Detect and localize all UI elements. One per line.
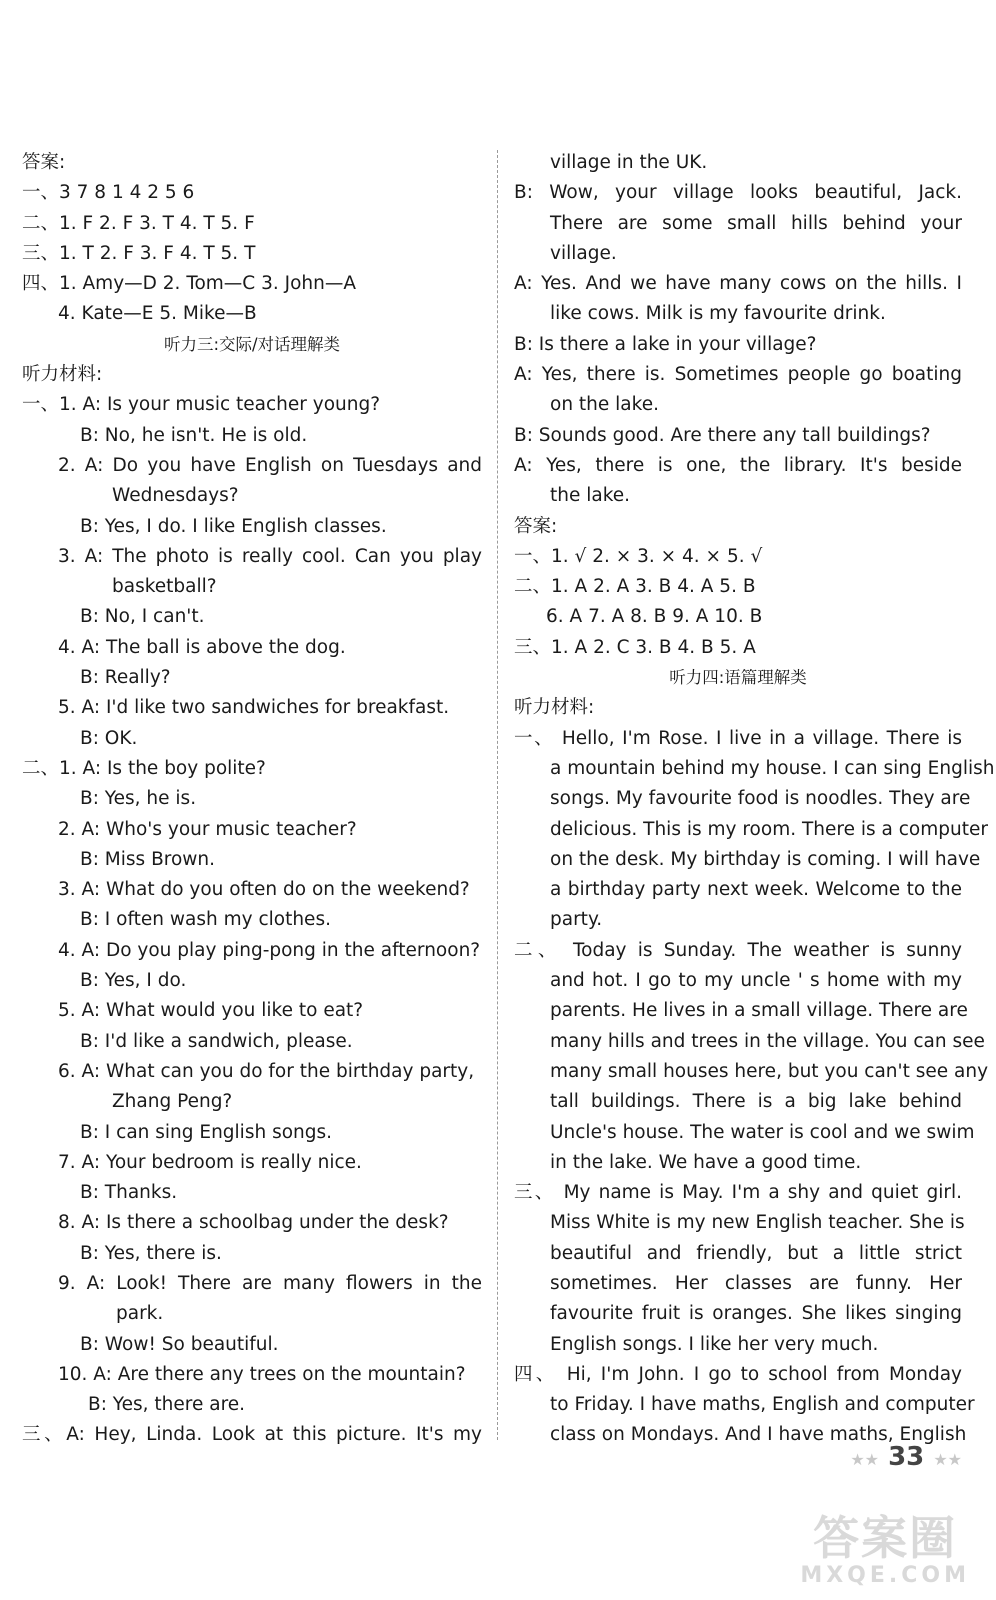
left-text-line: B: Yes, there are. <box>88 1394 246 1416</box>
right-text-line: village. <box>550 242 617 264</box>
left-text-line: 2. A: Who's your music teacher? <box>58 818 357 840</box>
left-text-line: 10. A: Are there any trees on the mountain? <box>58 1363 466 1385</box>
right-text-line: 二、 Today is Sunday. The weather is sunny <box>514 939 962 961</box>
right-text-line: B: Wow, your village looks beautiful, Jack. <box>514 182 962 204</box>
right-text-line: many hills and trees in the village. You can see <box>550 1030 985 1052</box>
right-text-line: beautiful and friendly, but a little strict <box>550 1242 962 1264</box>
left-text-line: 三、1. T 2. F 3. F 4. T 5. T <box>22 242 256 264</box>
right-text-line: sometimes. Her classes are funny. Her <box>550 1272 962 1294</box>
left-text-line: B: Miss Brown. <box>80 848 216 870</box>
left-text-line: 听力材料: <box>22 364 103 386</box>
right-text-line: 二、1. A 2. A 3. B 4. A 5. B <box>514 576 756 598</box>
right-text-line: 三、1. A 2. C 3. B 4. B 5. A <box>514 636 756 658</box>
watermark-url: MXQE.COM <box>800 1562 970 1588</box>
left-text-line: 听力三:交际/对话理解类 <box>163 334 341 354</box>
right-text-line: A: Yes, there is one, the library. It's beside <box>514 454 962 476</box>
left-text-line: park. <box>116 1303 164 1325</box>
right-text-line: on the lake. <box>550 394 659 416</box>
right-text-line: 听力四:语篇理解类 <box>669 668 807 688</box>
left-text-line: 一、3 7 8 1 4 2 5 6 <box>22 182 195 204</box>
right-text-line: the lake. <box>550 485 631 507</box>
left-text-line: B: Really? <box>80 667 171 689</box>
left-text-line: B: I often wash my clothes. <box>80 909 331 931</box>
left-text-line: 二、1. A: Is the boy polite? <box>22 757 266 779</box>
left-text-line: B: OK. <box>80 727 138 749</box>
star-icon: ★★ <box>850 1450 879 1469</box>
left-text-line: B: Thanks. <box>80 1182 178 1204</box>
right-column <box>514 148 995 1451</box>
right-text-line: A: Yes. And we have many cows on the hills. I <box>514 273 962 295</box>
left-text-line: Wednesdays? <box>112 485 239 507</box>
left-text-line: 2. A: Do you have English on Tuesdays and <box>58 454 482 476</box>
right-text-line: to Friday. I have maths, English and computer <box>550 1394 975 1416</box>
left-text-line: Zhang Peng? <box>112 1091 233 1113</box>
right-text-line: 6. A 7. A 8. B 9. A 10. B <box>546 606 763 628</box>
left-text-line: 一、1. A: Is your music teacher young? <box>22 394 381 416</box>
right-text-line: in the lake. We have a good time. <box>550 1151 862 1173</box>
right-text-line: songs. My favourite food is noodles. They are <box>550 788 971 810</box>
right-text-line: many small houses here, but you can't see any <box>550 1060 989 1082</box>
left-text-line: B: Yes, I do. <box>80 970 187 992</box>
right-text-line: parents. He lives in a small village. There are <box>550 1000 968 1022</box>
left-text-line: 四、1. Amy—D 2. Tom—C 3. John—A <box>22 273 357 295</box>
left-text-line: B: I'd like a sandwich, please. <box>80 1030 353 1052</box>
right-text-line: 一、 Hello, I'm Rose. I live in a village. There is <box>514 727 962 749</box>
right-text-line: on the desk. My birthday is coming. I will have <box>550 848 981 870</box>
right-text-line: village in the UK. <box>550 152 708 173</box>
left-text-line: B: Wow! So beautiful. <box>80 1333 279 1355</box>
left-column <box>22 148 482 1451</box>
right-text-line: favourite fruit is oranges. She likes singing <box>550 1303 962 1325</box>
left-text-line: 7. A: Your bedroom is really nice. <box>58 1151 362 1173</box>
page-number: 33 <box>888 1442 925 1472</box>
right-text-line: A: Yes, there is. Sometimes people go boating <box>514 364 962 386</box>
left-text-line: B: No, I can't. <box>80 606 205 628</box>
right-text-line: a birthday party next week. Welcome to the <box>550 879 962 901</box>
left-text-line: B: Yes, he is. <box>80 788 197 810</box>
right-text-line: Miss White is my new English teacher. She is <box>550 1212 965 1234</box>
right-text-line: There are some small hills behind your <box>550 212 962 234</box>
left-text-line: B: I can sing English songs. <box>80 1121 333 1143</box>
left-text-line: B: Yes, there is. <box>80 1242 222 1264</box>
watermark-logo <box>800 1513 970 1588</box>
right-text-line: Uncle's house. The water is cool and we swim <box>550 1121 975 1143</box>
watermark-text: 答案圈 <box>813 1511 958 1566</box>
right-text-line: delicious. This is my room. There is a computer <box>550 818 988 840</box>
right-text-line: party. <box>550 909 603 931</box>
left-text-line: 答案: <box>22 152 66 173</box>
left-text-line: 4. A: Do you play ping-pong in the afternoon? <box>58 939 481 961</box>
left-text-line: 6. A: What can you do for the birthday party, <box>58 1060 475 1082</box>
right-text-line: tall buildings. There is a big lake behind <box>550 1091 962 1113</box>
star-icon: ★★ <box>933 1450 962 1469</box>
left-text-line: 三、A: Hey, Linda. Look at this picture. It's my <box>22 1424 482 1446</box>
right-text-line: class on Mondays. And I have maths, English <box>550 1424 967 1446</box>
right-text-line: and hot. I go to my uncle ' s home with my <box>550 970 962 992</box>
right-text-line: B: Sounds good. Are there any tall buildings? <box>514 424 931 446</box>
left-text-line: 4. Kate—E 5. Mike—B <box>58 303 257 325</box>
left-text-line: 8. A: Is there a schoolbag under the desk? <box>58 1212 449 1234</box>
right-text-line: 三、 My name is May. I'm a shy and quiet girl. <box>514 1182 962 1204</box>
left-text-line: B: Yes, I do. I like English classes. <box>80 515 387 537</box>
right-text-line: 一、1. √ 2. × 3. × 4. × 5. √ <box>514 545 763 567</box>
left-text-line: 3. A: The photo is really cool. Can you play <box>58 545 482 567</box>
right-text-line: English songs. I like her very much. <box>550 1333 879 1355</box>
left-text-line: 5. A: I'd like two sandwiches for breakfast. <box>58 697 450 719</box>
left-text-line: 3. A: What do you often do on the weekend? <box>58 879 470 901</box>
left-text-line: 9. A: Look! There are many flowers in the <box>58 1272 482 1294</box>
left-text-line: basketball? <box>112 576 217 598</box>
left-text-line: 4. A: The ball is above the dog. <box>58 636 346 658</box>
right-text-line: like cows. Milk is my favourite drink. <box>550 303 886 325</box>
column-divider <box>497 150 498 1440</box>
left-text-line: B: No, he isn't. He is old. <box>80 424 308 446</box>
left-text-line: 二、1. F 2. F 3. T 4. T 5. F <box>22 212 255 234</box>
right-text-line: 答案: <box>514 515 558 537</box>
right-text-line: 四、 Hi, I'm John. I go to school from Monday <box>514 1363 962 1385</box>
right-text-line: B: Is there a lake in your village? <box>514 333 817 355</box>
page-footer <box>850 1442 962 1478</box>
left-text-line: 5. A: What would you like to eat? <box>58 1000 364 1022</box>
right-text-line: a mountain behind my house. I can sing English <box>550 757 995 779</box>
right-text-line: 听力材料: <box>514 697 595 719</box>
